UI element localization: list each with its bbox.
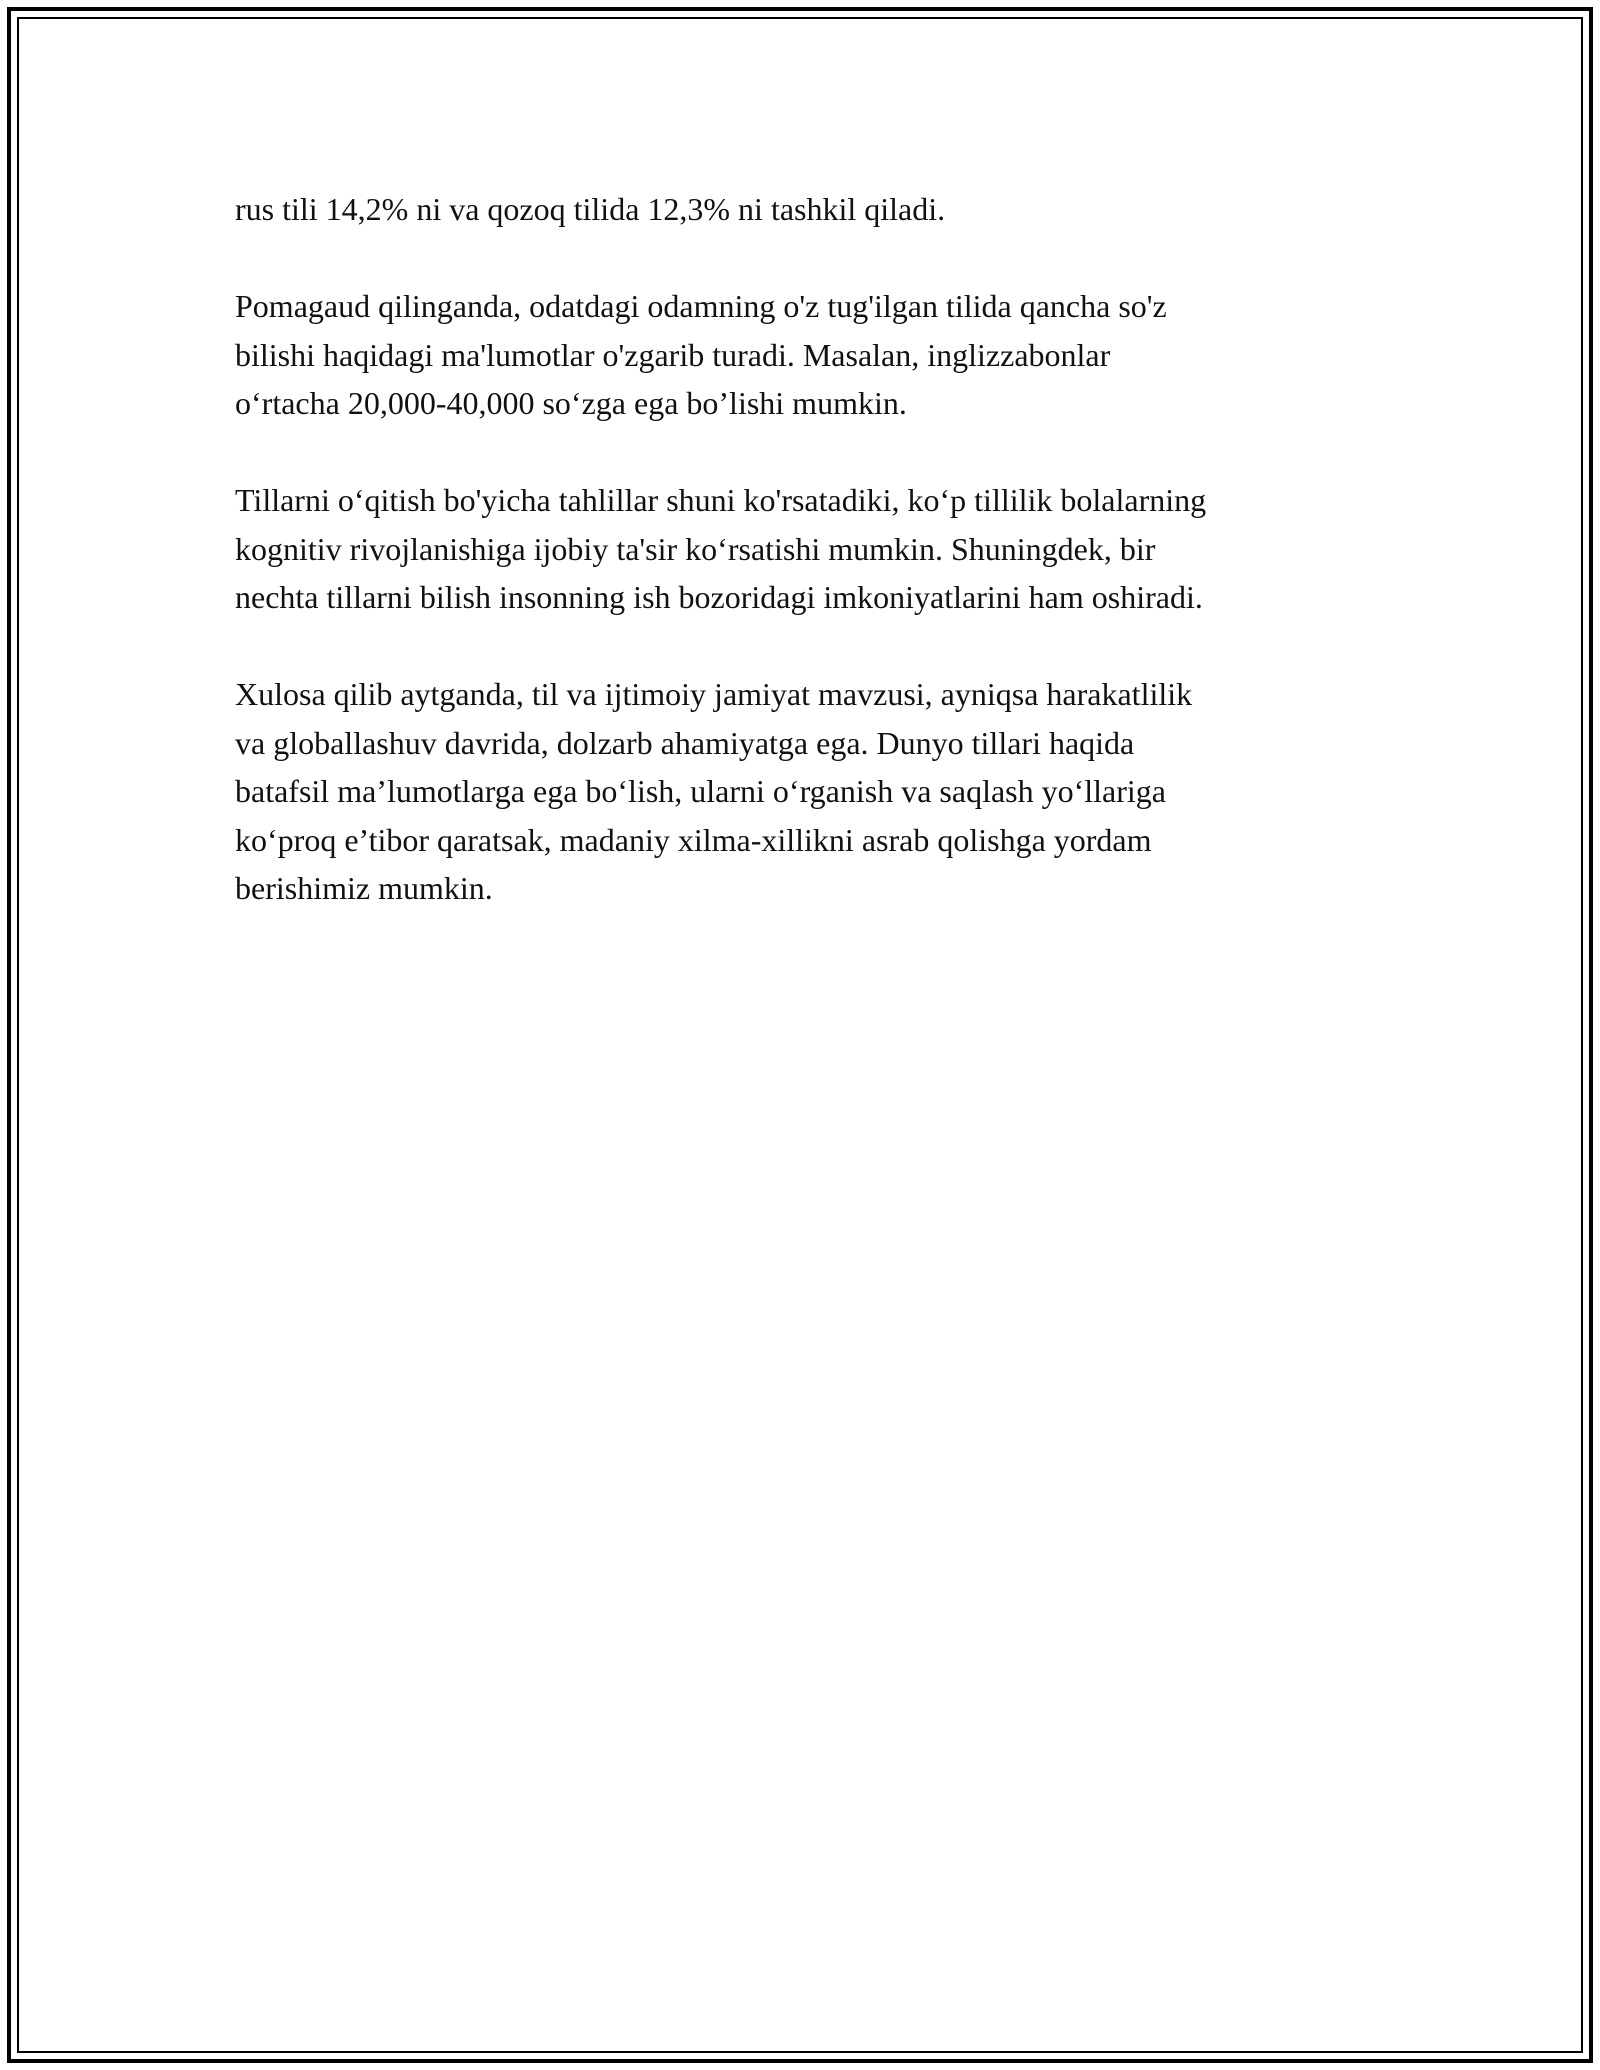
text-line: va globallashuv davrida, dolzarb ahamiyatga ega. Dunyo tillari haqida [235,724,1135,761]
paragraph [235,476,1365,622]
paragraph [235,670,1365,913]
text-line: bilishi haqidagi ma'lumotlar o'zgarib turadi. Masalan, inglizzabonlar [235,336,1111,373]
text-line: kognitiv rivojlanishiga ijobiy ta'sir ko‘rsatishi mumkin. Shuningdek, bir [235,530,1156,567]
text-line: batafsil ma’lumotlarga ega bo‘lish, ularni o‘rganish va saqlash yo‘llariga [235,773,1166,809]
text-line: nechta tillarni bilish insonning ish bozoridagi imkoniyatlarini ham oshiradi. [235,579,1203,615]
text-line: rus tili 14,2% ni va qozoq tilida 12,3% ni tashkil qiladi. [235,191,946,227]
paragraph [235,282,1365,428]
document-body [235,185,1365,961]
text-line: Xulosa qilib aytganda, til va ijtimoiy jamiyat mavzusi, ayniqsa harakatlilik [235,676,1193,712]
text-line: o‘rtacha 20,000-40,000 so‘zga ega bo’lishi mumkin. [235,385,907,421]
text-line: Pomagaud qilinganda, odatdagi odamning o'z tug'ilgan tilida qancha so'z [235,288,1167,324]
text-line: ko‘proq e’tibor qaratsak, madaniy xilma-xillikni asrab qolishga yordam [235,821,1152,858]
paragraph [235,185,1365,234]
text-line: Tillarni o‘qitish bo'yicha tahlillar shuni ko'rsatadiki, ko‘p tillilik bolalarning [235,482,1207,518]
text-line: berishimiz mumkin. [235,870,493,906]
